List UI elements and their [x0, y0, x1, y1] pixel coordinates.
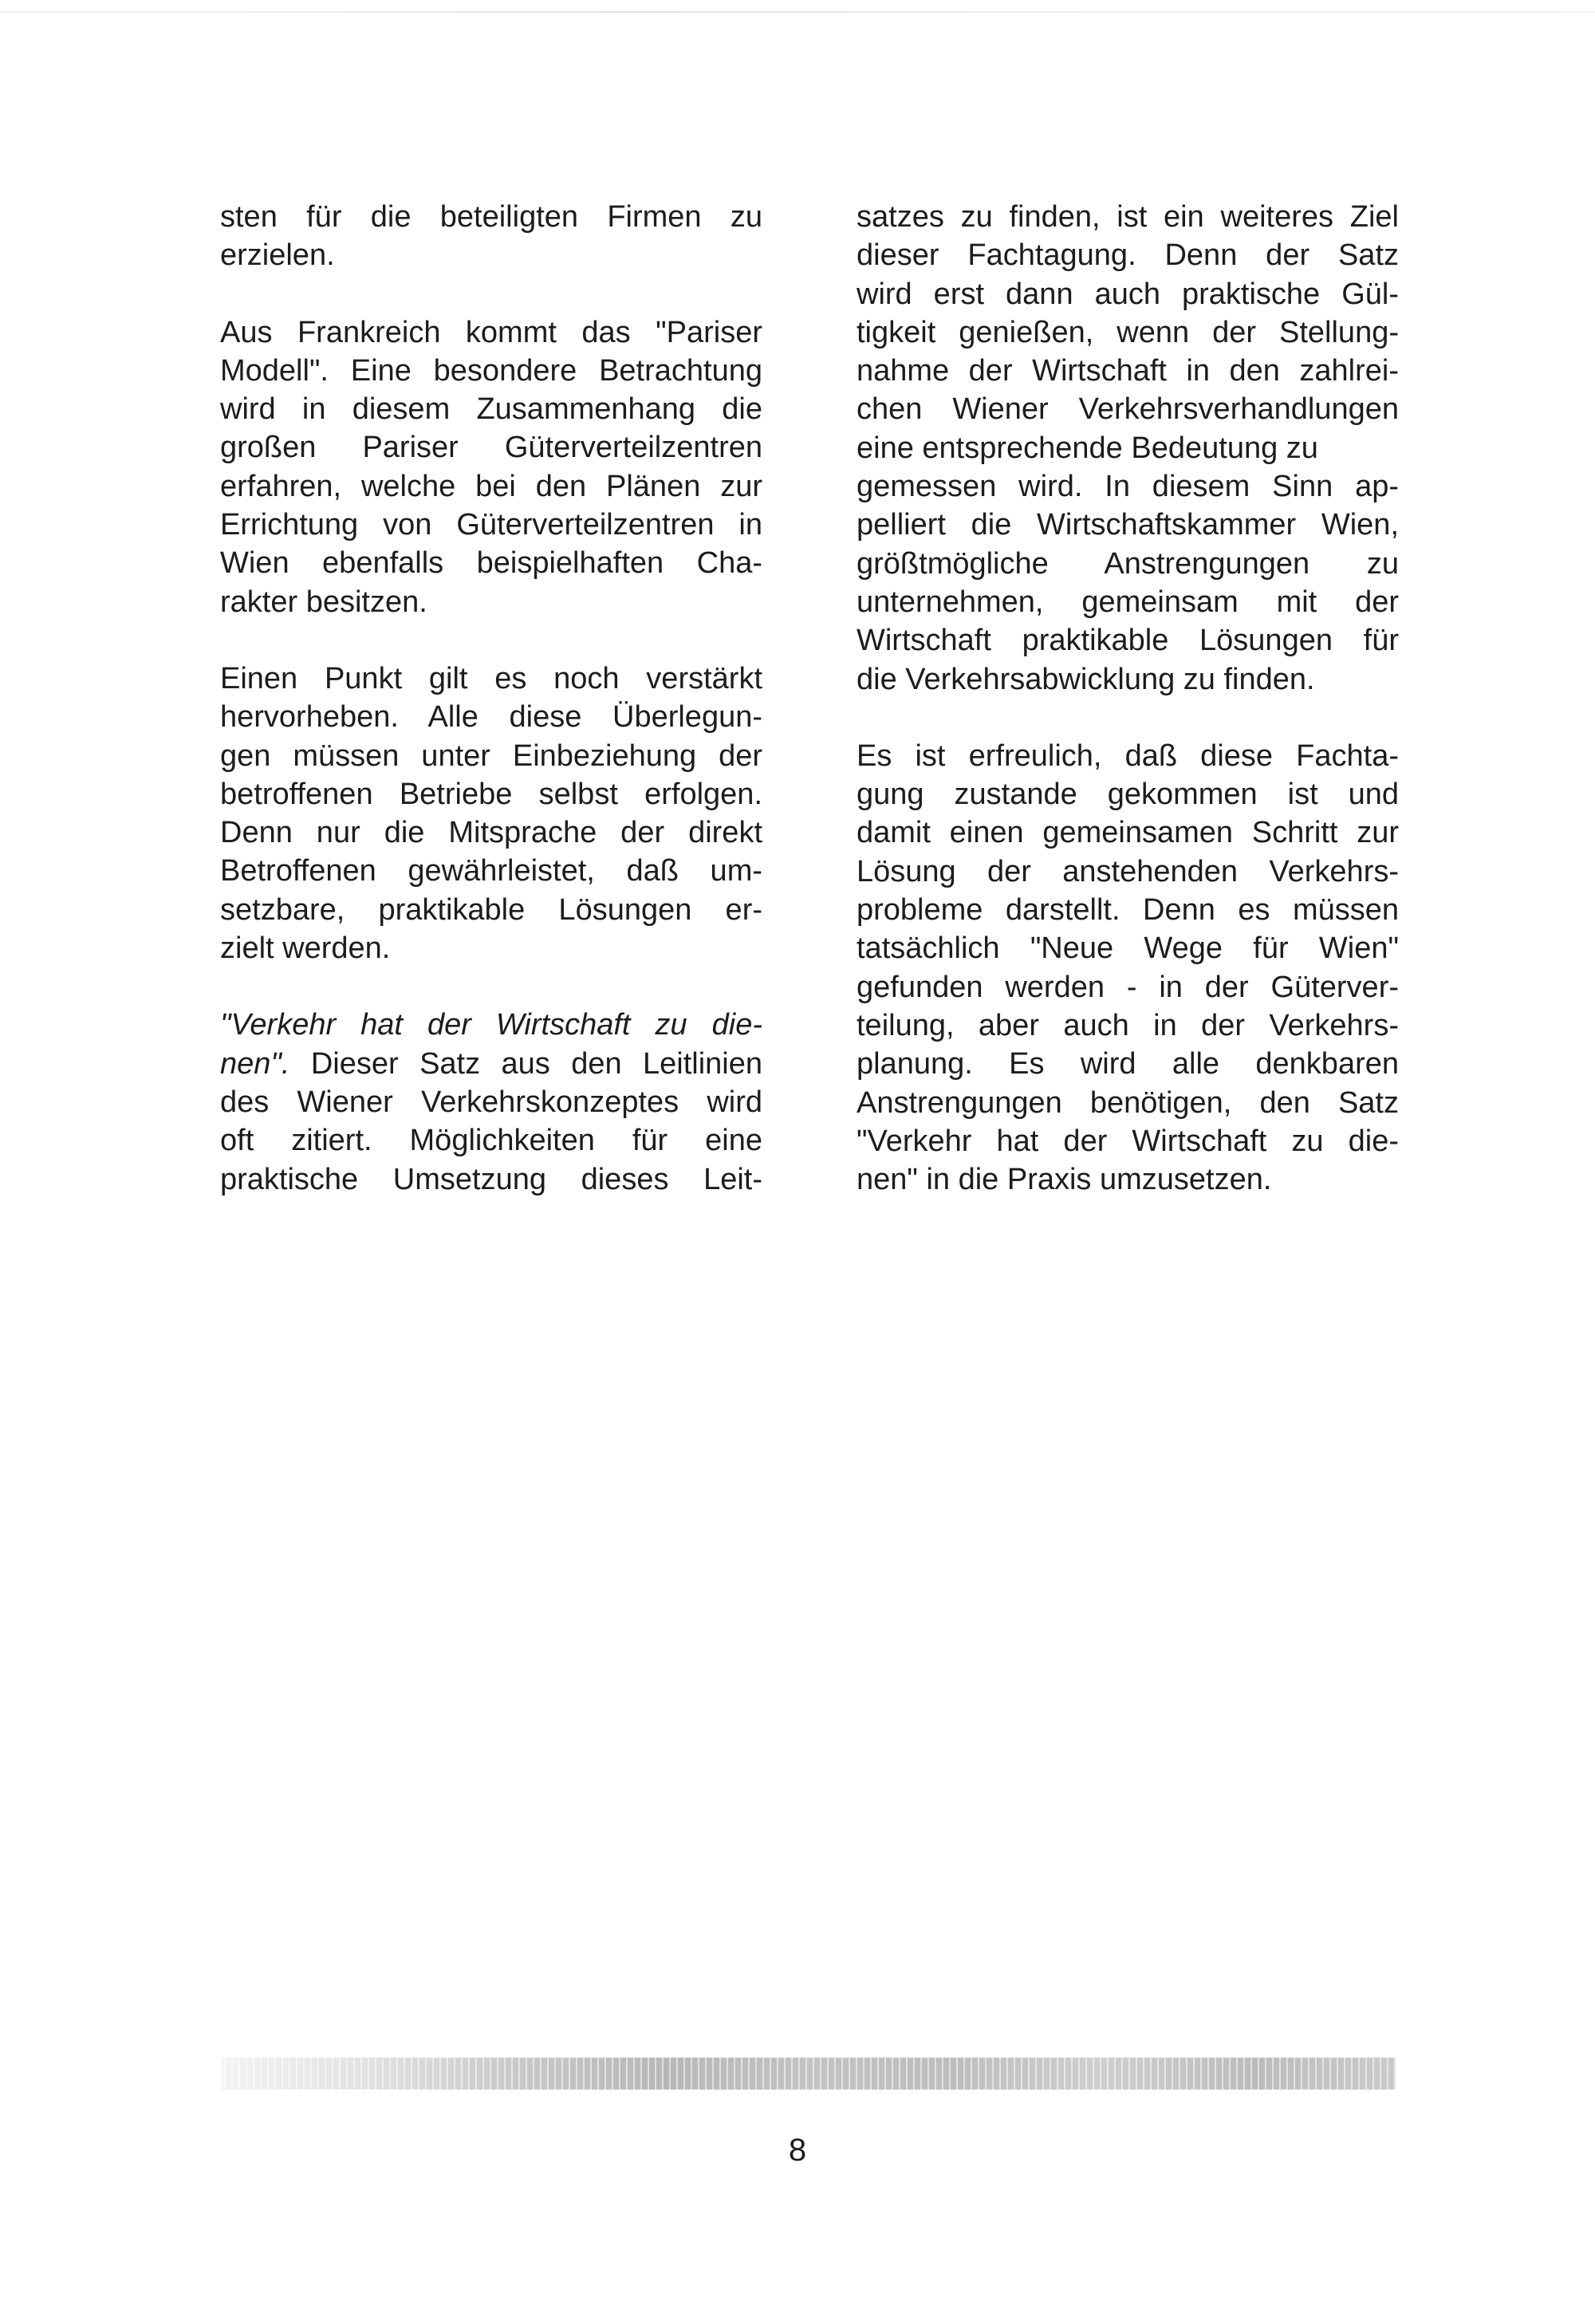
right-column — [857, 198, 1399, 1199]
text-line: pelliert die Wirtschaftskammer Wien, — [857, 508, 1399, 542]
text-line: gen müssen unter Einbeziehung der — [220, 739, 762, 773]
text-line: erfahren, welche bei den Plänen zur — [220, 469, 762, 503]
text-line: zielt werden. — [220, 932, 391, 966]
text-line: Es ist erfreulich, daß diese Fachta- — [857, 739, 1399, 773]
text-line: chen Wiener Verkehrsverhandlungen — [857, 392, 1399, 427]
text-line: dieser Fachtagung. Denn der Satz — [857, 238, 1399, 273]
text-line: unternehmen, gemeinsam mit der — [857, 585, 1399, 619]
text-line: Betroffenen gewährleistet, daß um- — [220, 854, 762, 888]
text-line: betroffenen Betriebe selbst erfolgen. — [220, 777, 762, 811]
text-line: Errichtung von Güterverteilzentren in — [220, 508, 762, 542]
text-line: Wirtschaft praktikable Lösungen für — [857, 624, 1399, 658]
text-line: damit einen gemeinsamen Schritt zur — [857, 816, 1399, 850]
text-line: probleme darstellt. Denn es müssen — [857, 893, 1399, 928]
text-line: gung zustande gekommen ist und — [857, 778, 1399, 812]
text-line — [220, 1045, 762, 1083]
text-line: Anstrengungen benötigen, den Satz — [857, 1085, 1399, 1120]
paragraph-5 — [857, 198, 1399, 699]
text-line: praktische Umsetzung dieses Leit- — [220, 1162, 762, 1196]
text-line: gefunden werden - in der Güterver- — [857, 970, 1399, 1004]
text-line: tatsächlich "Neue Wege für Wien" — [857, 932, 1399, 966]
text-line: "Verkehr hat der Wirtschaft zu die- — [857, 1124, 1399, 1158]
text-line: größtmögliche Anstrengungen zu — [857, 546, 1399, 581]
text-line: rakter besitzen. — [220, 585, 427, 619]
text-segment: Dieser Satz aus den Leitlinien — [289, 1046, 762, 1081]
text-line: hervorheben. Alle diese Überlegun- — [220, 700, 762, 735]
text-line: sten für die beteiligten Firmen zu — [220, 200, 762, 234]
paragraph-1 — [220, 198, 762, 275]
left-column — [220, 198, 762, 1199]
text-line: satzes zu finden, ist ein weiteres Ziel — [857, 200, 1399, 234]
text-line: wird in diesem Zusammenhang die — [220, 392, 762, 427]
text-line: gemessen wird. In diesem Sinn ap- — [857, 470, 1399, 504]
text-line: nahme der Wirtschaft in den zahlrei- — [857, 354, 1399, 388]
text-line: großen Pariser Güterverteilzentren — [220, 431, 762, 465]
text-line: eine entsprechende Bedeutung zu — [857, 431, 1318, 465]
paragraph-6 — [857, 737, 1399, 1199]
text-line: die Verkehrsabwicklung zu finden. — [857, 662, 1315, 696]
paragraph-4 — [220, 1006, 762, 1198]
text-line: Denn nur die Mitsprache der direkt — [220, 816, 762, 850]
text-line: Modell". Eine besondere Betrachtung — [220, 353, 762, 388]
text-line: teilung, aber auch in der Verkehrs- — [857, 1008, 1399, 1042]
text-line: erzielen. — [220, 238, 335, 273]
text-line: Wien ebenfalls beispielhaften Cha- — [220, 546, 762, 581]
quote-line: "Verkehr hat der Wirtschaft zu die- — [220, 1008, 762, 1042]
text-line: des Wiener Verkehrskonzeptes wird — [220, 1085, 762, 1119]
page-number: 8 — [788, 2133, 807, 2168]
quote-end: nen". — [220, 1046, 290, 1081]
text-line: Aus Frankreich kommt das "Pariser — [220, 315, 762, 349]
text-line: wird erst dann auch praktische Gül- — [857, 277, 1399, 311]
text-line: Einen Punkt gilt es noch verstärkt — [220, 661, 762, 695]
text-line: tigkeit genießen, wenn der Stellung- — [857, 315, 1399, 349]
text-line: oft zitiert. Möglichkeiten für eine — [220, 1124, 762, 1158]
scan-top-edge — [0, 11, 1595, 13]
text-line: setzbare, praktikable Lösungen er- — [220, 892, 762, 927]
text-line: nen" in die Praxis umzusetzen. — [857, 1163, 1272, 1197]
paragraph-3 — [220, 660, 762, 967]
text-line: Lösung der anstehenden Verkehrs- — [857, 854, 1399, 888]
paragraph-2 — [220, 313, 762, 621]
text-line: planung. Es wird alle denkbaren — [857, 1047, 1399, 1081]
footer-decorative-band — [222, 2058, 1396, 2090]
